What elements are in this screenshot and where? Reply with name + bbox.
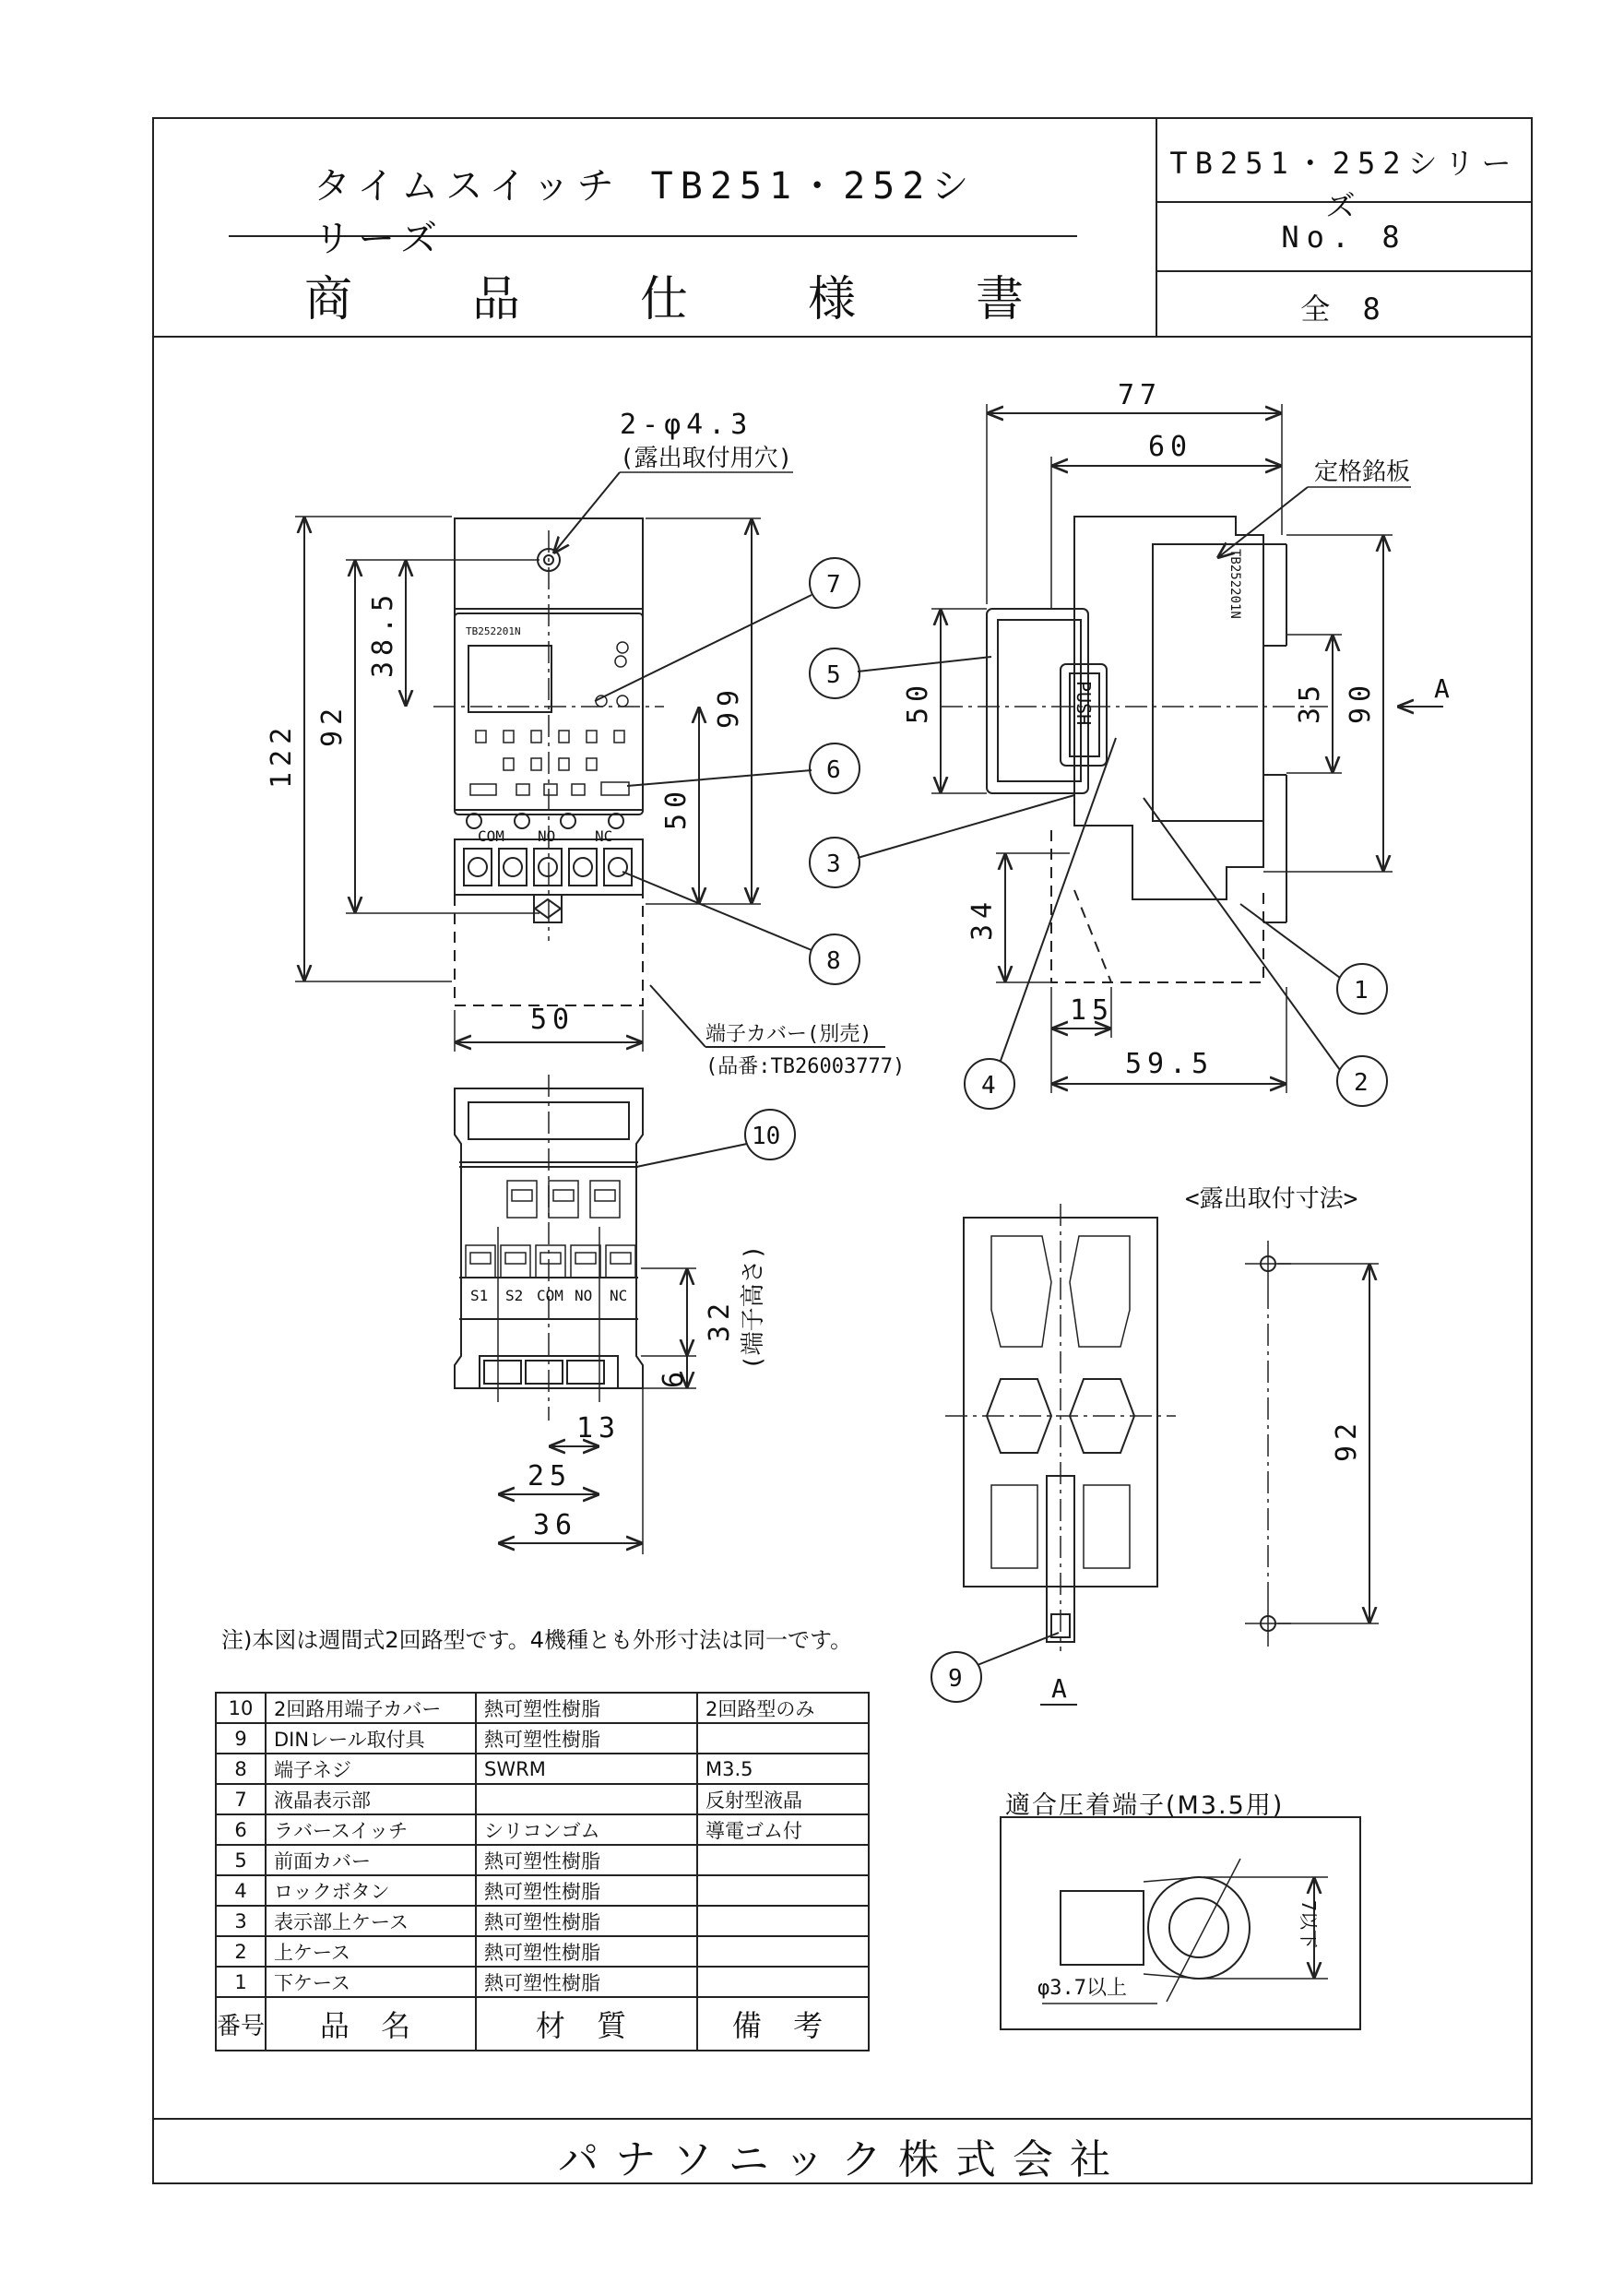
table-row — [216, 1754, 869, 1784]
row-name: 表示部上ケース — [266, 1906, 476, 1936]
header-name: 品 名 — [266, 1997, 476, 2051]
callout-2: 2 — [1354, 1069, 1369, 1097]
terminal-height-note: (端子高さ) — [740, 1244, 767, 1370]
dim-step: 6 — [658, 1365, 690, 1388]
model-label: TB252201N — [466, 625, 521, 637]
callout-3: 3 — [826, 850, 841, 878]
callout-9: 9 — [948, 1665, 963, 1693]
dim-mount-pitch: 92 — [316, 702, 349, 747]
row-remarks: 導電ゴム付 — [697, 1814, 869, 1845]
lcd-display — [468, 646, 551, 712]
row-name: 端子ネジ — [266, 1754, 476, 1784]
dim-top-to-center: 38.5 — [367, 589, 399, 678]
mount-view-title: <露出取付寸法> — [1185, 1185, 1358, 1213]
doc-type-char: 品 — [471, 272, 520, 327]
terminal-cover-part: (品番:TB26003777) — [705, 1055, 906, 1078]
row-material: 熱可塑性樹脂 — [476, 1693, 697, 1723]
dim-rail-height: 35 — [1294, 679, 1326, 724]
dim-overall-depth: 77 — [1118, 379, 1163, 411]
row-remarks — [697, 1936, 869, 1967]
doc-type-char: 書 — [975, 272, 1024, 327]
table-row — [216, 1967, 869, 1997]
terminal-label-no: NO — [538, 827, 556, 845]
drawing-note: 注)本図は週間式2回路型です。4機種とも外形寸法は同一です。 — [221, 1627, 853, 1653]
dim-depth: 60 — [1148, 431, 1193, 463]
callout-1: 1 — [1354, 977, 1369, 1005]
company-name: パナソニック株式会社 — [558, 2136, 1127, 2183]
dim-mount-pitch-a: 92 — [1331, 1417, 1363, 1462]
callout-10: 10 — [752, 1123, 781, 1150]
terminal-cover-note: 端子カバー(別売) — [705, 1023, 872, 1046]
plate-text: TB252201N — [1227, 549, 1242, 619]
bottom-terminal-s1: S1 — [470, 1287, 489, 1304]
table-row — [216, 1936, 869, 1967]
row-remarks: M3.5 — [697, 1754, 869, 1784]
row-material: 熱可塑性樹脂 — [476, 1875, 697, 1906]
view-label-a: A — [1051, 1673, 1067, 1704]
table-row — [216, 1845, 869, 1875]
row-material: 熱可塑性樹脂 — [476, 1936, 697, 1967]
row-name: 液晶表示部 — [266, 1784, 476, 1814]
row-remarks: 反射型液晶 — [697, 1784, 869, 1814]
bottom-view — [455, 1075, 767, 1554]
row-no: 10 — [216, 1693, 266, 1723]
table-row — [216, 1906, 869, 1936]
hole-label: (露出取付用穴) — [620, 445, 793, 472]
row-remarks: 2回路型のみ — [697, 1693, 869, 1723]
dim-pitch-13: 13 — [576, 1412, 622, 1445]
row-name: ロックボタン — [266, 1875, 476, 1906]
dim-offset: 15 — [1070, 994, 1115, 1027]
series-label: TB251・252シリーズ — [1169, 146, 1519, 223]
row-material — [476, 1784, 697, 1814]
sheet-number: No. 8 — [1281, 220, 1407, 255]
callout-8: 8 — [826, 947, 841, 975]
crimp-terminal-diagram — [1001, 1817, 1360, 2029]
dim-overall-height: 122 — [266, 721, 298, 789]
crimp-width-dim: 7以下 — [1298, 1900, 1320, 1949]
crimp-hole-dim: φ3.7以上 — [1037, 1977, 1127, 2000]
front-view — [266, 409, 905, 1078]
arrow-label-a: A — [1434, 673, 1450, 704]
table-row — [216, 1814, 869, 1845]
row-remarks — [697, 1967, 869, 1997]
row-name: DINレール取付具 — [266, 1723, 476, 1754]
row-name: 2回路用端子カバー — [266, 1693, 476, 1723]
row-material: 熱可塑性樹脂 — [476, 1845, 697, 1875]
callout-7: 7 — [826, 571, 841, 599]
parts-table — [215, 1692, 870, 2051]
row-remarks — [697, 1875, 869, 1906]
table-row — [216, 1784, 869, 1814]
table-row — [216, 1875, 869, 1906]
table-row — [216, 1693, 869, 1723]
dim-front-height: 50 — [902, 679, 934, 724]
row-name: 下ケース — [266, 1967, 476, 1997]
dim-base-depth: 59.5 — [1125, 1048, 1215, 1080]
header-no: 番号 — [216, 1997, 266, 2051]
dim-right-height: 99 — [713, 684, 745, 729]
dim-pitch-36: 36 — [533, 1509, 578, 1541]
rating-plate — [1153, 544, 1263, 821]
row-material: シリコンゴム — [476, 1814, 697, 1845]
callout-5: 5 — [826, 661, 841, 689]
row-no: 6 — [216, 1814, 266, 1845]
row-remarks — [697, 1906, 869, 1936]
mount-view — [945, 1185, 1379, 1705]
callout-4: 4 — [981, 1072, 996, 1100]
row-material: 熱可塑性樹脂 — [476, 1906, 697, 1936]
bottom-terminal-com: COM — [537, 1287, 563, 1304]
row-no: 4 — [216, 1875, 266, 1906]
dim-pitch-25: 25 — [528, 1460, 573, 1492]
dim-width: 50 — [530, 1004, 575, 1036]
crimp-terminal-title: 適合圧着端子(M3.5用) — [1005, 1791, 1285, 1820]
doc-type-char: 仕 — [639, 272, 688, 327]
terminal-label-nc: NC — [595, 827, 613, 845]
dim-body-height: 90 — [1345, 679, 1377, 724]
total-sheets: 全 8 — [1300, 291, 1388, 327]
document-title: タイムスイッチ TB251・252シリーズ — [314, 165, 977, 260]
row-name: 前面カバー — [266, 1845, 476, 1875]
terminal-label-com: COM — [478, 827, 504, 845]
bottom-terminal-nc: NC — [610, 1287, 628, 1304]
dim-lower: 50 — [660, 785, 693, 830]
row-material: 熱可塑性樹脂 — [476, 1967, 697, 1997]
row-name: ラバースイッチ — [266, 1814, 476, 1845]
row-no: 1 — [216, 1967, 266, 1997]
header-remarks: 備 考 — [697, 1997, 869, 2051]
rating-plate-label: 定格銘板 — [1314, 458, 1411, 486]
doc-type-char: 様 — [807, 272, 856, 327]
hole-dim: 2-φ4.3 — [620, 409, 753, 441]
row-no: 9 — [216, 1723, 266, 1754]
table-row — [216, 1723, 869, 1754]
row-no: 5 — [216, 1845, 266, 1875]
callout-6: 6 — [826, 756, 841, 784]
bottom-terminal-no: NO — [575, 1287, 593, 1304]
row-remarks — [697, 1845, 869, 1875]
row-no: 2 — [216, 1936, 266, 1967]
row-material: SWRM — [476, 1754, 697, 1784]
dim-terminal-height: 32 — [704, 1297, 736, 1342]
row-no: 7 — [216, 1784, 266, 1814]
header-material: 材 質 — [476, 1997, 697, 2051]
dim-lower-side: 34 — [966, 896, 999, 941]
doc-type-char: 商 — [304, 272, 353, 327]
row-name: 上ケース — [266, 1936, 476, 1967]
row-remarks — [697, 1723, 869, 1754]
bottom-terminal-s2: S2 — [505, 1287, 524, 1304]
row-no: 3 — [216, 1906, 266, 1936]
row-material: 熱可塑性樹脂 — [476, 1723, 697, 1754]
row-no: 8 — [216, 1754, 266, 1784]
table-header-row — [216, 1997, 869, 2051]
push-label: PUSH — [1073, 681, 1095, 726]
